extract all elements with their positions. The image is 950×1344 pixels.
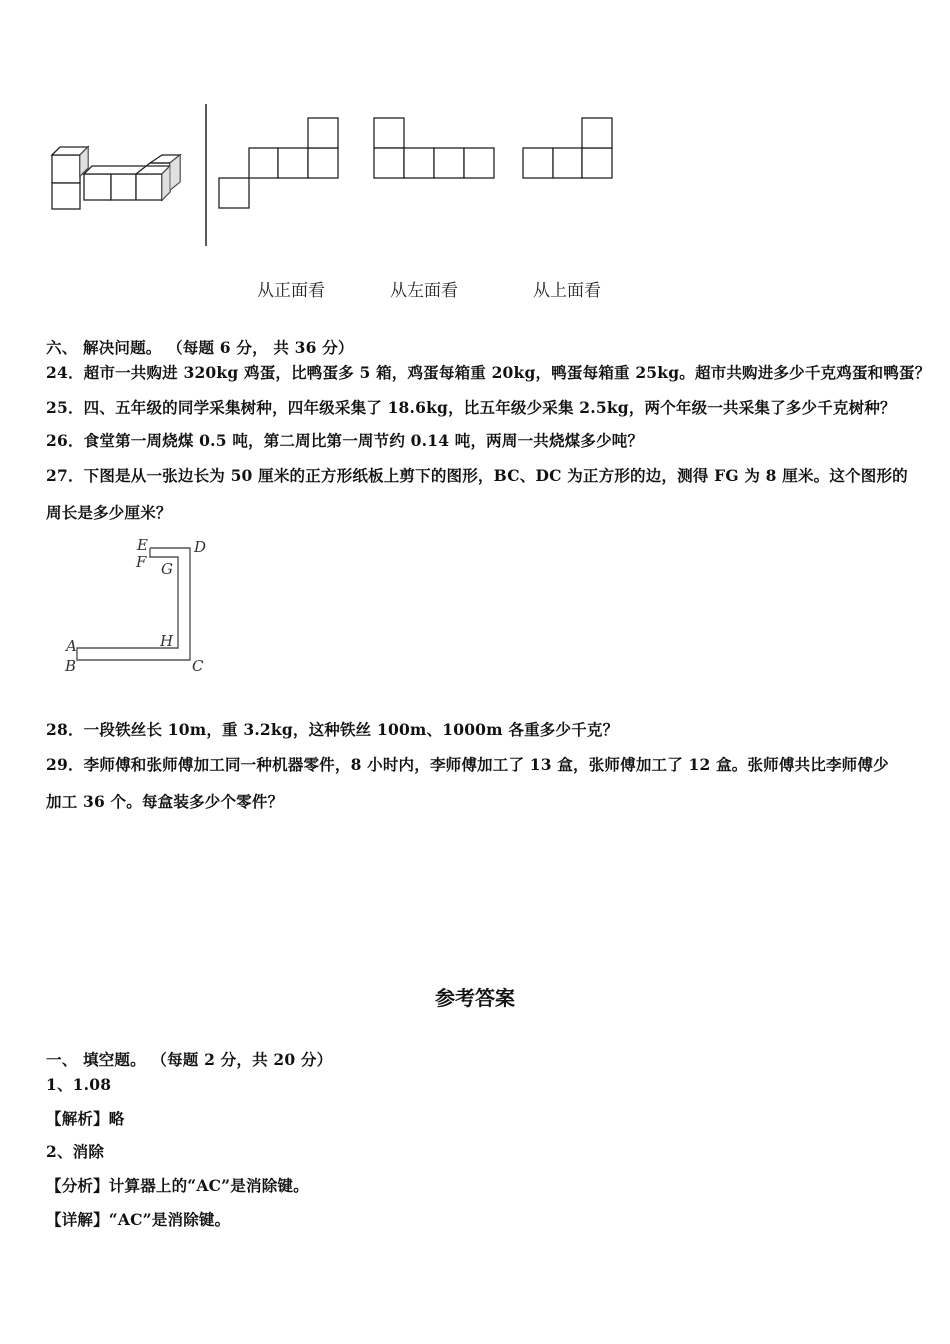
- question-27-figure: [0, 530, 950, 730]
- question-29-line1: 29．李师傅和张师傅加工同一种机器零件，8 小时内，李师傅加工了 13 盒，张师傅加工了 12 盒。张师傅共比李师傅少: [46, 755, 889, 774]
- answer-2-detail: 【详解】“AC”是消除键。: [46, 1210, 231, 1229]
- answer-1-analysis: 【解析】略: [46, 1109, 125, 1128]
- question-27-line2: 周长是多少厘米？: [46, 503, 172, 522]
- cube-figure: [0, 0, 950, 260]
- question-29-line2: 加工 36 个。每盒装多少个零件？: [46, 792, 284, 811]
- label-B: B: [65, 657, 77, 675]
- label-A: A: [66, 637, 77, 655]
- label-C: C: [192, 657, 204, 675]
- section6-title: 六、 解决问题。 （每题 6 分， 共 36 分）: [46, 338, 354, 357]
- label-E: E: [137, 536, 148, 554]
- label-F: F: [136, 553, 147, 571]
- label-G: G: [161, 560, 173, 578]
- answer-2: 2、消除: [46, 1142, 105, 1161]
- question-26: 26．食堂第一周烧煤 0.5 吨，第二周比第一周节约 0.14 吨，两周一共烧煤多少吨？: [46, 431, 644, 450]
- question-25: 25．四、五年级的同学采集树种，四年级采集了 18.6kg，比五年级少采集 2.5kg，两个年级一共采集了多少千克树种？: [46, 398, 896, 417]
- question-27-line1: 27．下图是从一张边长为 50 厘米的正方形纸板上剪下的图形，BC、DC 为正方形的边，测得 FG 为 8 厘米。这个图形的: [46, 466, 908, 485]
- label-H: H: [160, 632, 174, 650]
- answer-1: 1、1.08: [46, 1075, 112, 1094]
- label-D: D: [194, 538, 207, 556]
- top-view-label: 从上面看: [533, 281, 601, 301]
- question-24: 24．超市一共购进 320kg 鸡蛋，比鸭蛋多 5 箱，鸡蛋每箱重 20kg，鸭蛋每箱重 25kg。超市共购进多少千克鸡蛋和鸭蛋？: [46, 363, 931, 382]
- answer-2-analysis: 【分析】计算器上的“AC”是消除键。: [46, 1176, 309, 1195]
- front-view-label: 从正面看: [257, 281, 325, 301]
- answers-title: 参考答案: [435, 986, 515, 1010]
- left-view-label: 从左面看: [390, 281, 458, 301]
- question-28: 28．一段铁丝长 10m，重 3.2kg，这种铁丝 100m、1000m 各重多少千克？: [46, 720, 619, 739]
- answers-section1-title: 一、 填空题。 （每题 2 分，共 20 分）: [46, 1050, 333, 1069]
